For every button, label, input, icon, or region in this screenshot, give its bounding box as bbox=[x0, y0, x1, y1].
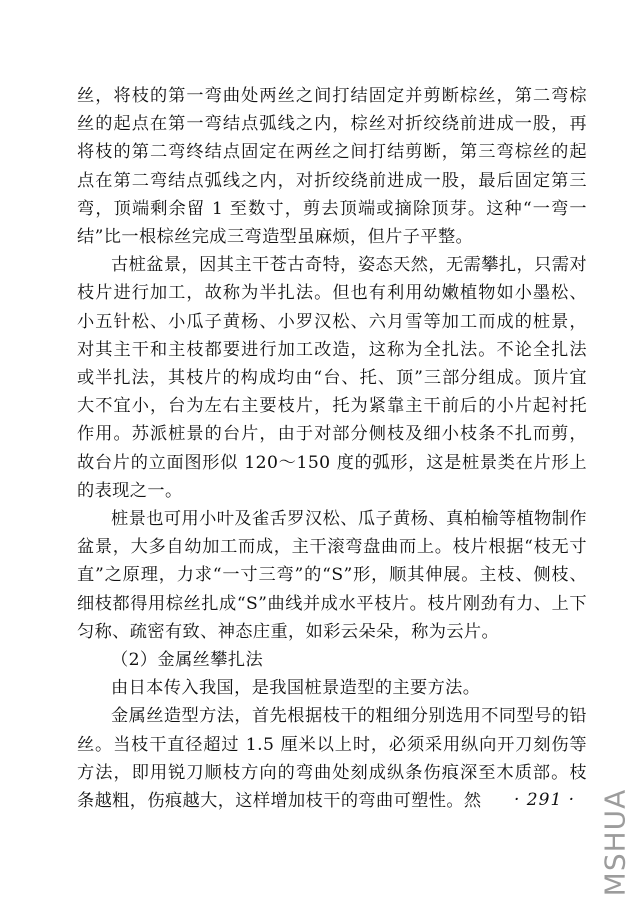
paragraph-origin: 由日本传入我国，是我国桩景造型的主要方法。 bbox=[111, 678, 481, 699]
page-number: · 291 · bbox=[514, 790, 576, 810]
body-text bbox=[77, 82, 587, 815]
watermark bbox=[597, 790, 633, 895]
paragraph-ancient-stump: 古桩盆景，因其主干苍古奇特，姿态天然，无需攀扎，只需对枝片进行加工，故称为半扎法。但也有利用幼嫩植物如小墨松、小五针松、小瓜子黄杨、小罗汉松、六月雪等加工而成的桩景，对其主干和主枝都要进行加工改造，这称为全扎法。不论全扎法或半扎法，其枝片的构成均由“台、托、顶”三部分组成。顶片宜大不宜小，台为左右主要枝片，托为紧靠主干前后的小片起衬托作用。苏派桩景的台片，由于对部分侧枝及细小枝条不扎而剪，故台片的立面图形似 120～150 度的弧形，这是桩景类在片形上的表现之一。 bbox=[77, 255, 587, 501]
section-heading: （2）金属丝攀扎法 bbox=[111, 650, 264, 671]
paragraph-cloud-layers: 桩景也可用小叶及雀舌罗汉松、瓜子黄杨、真柏榆等植物制作盆景，大多自幼加工而成，主干滚弯盘曲而上。枝片根据“枝无寸直”之原理，力求“一寸三弯”的“S”形，顺其伸展。主枝、侧枝、细枝都得用棕丝扎成“S”曲线并成水平枝片。枝片刚劲有力、上下匀称、疏密有致、神态庄重，如彩云朵朵，称为云片。 bbox=[77, 509, 587, 642]
watermark-text: MSHUA bbox=[598, 788, 632, 897]
paragraph-wire-method: 金属丝造型方法，首先根据枝干的粗细分别选用不同型号的铅丝。当枝干直径超过 1.5 厘米以上时，必须采用纵向开刀刻伤等方法，即用锐刀顺枝方向的弯曲处刻成纵条伤痕深至木质部。枝条越粗，伤痕越大，这样增加枝干的弯曲可塑性。然 bbox=[77, 706, 587, 812]
paragraph-continued: 丝，将枝的第一弯曲处两丝之间打结固定并剪断棕丝，第二弯棕丝的起点在第一弯结点弧线之内，棕丝对折绞绕前进成一股，再将枝的第二弯终结点固定在两丝之间打结剪断，第三弯棕丝的起点在第二弯结点弧线之内，对折绞绕前进成一股，最后固定第三弯，顶端剩余留 1 至数寸，剪去顶端或摘除顶芽。这种“一弯一结”比一根棕丝完成三弯造型虽麻烦，但片子平整。 bbox=[77, 86, 587, 248]
